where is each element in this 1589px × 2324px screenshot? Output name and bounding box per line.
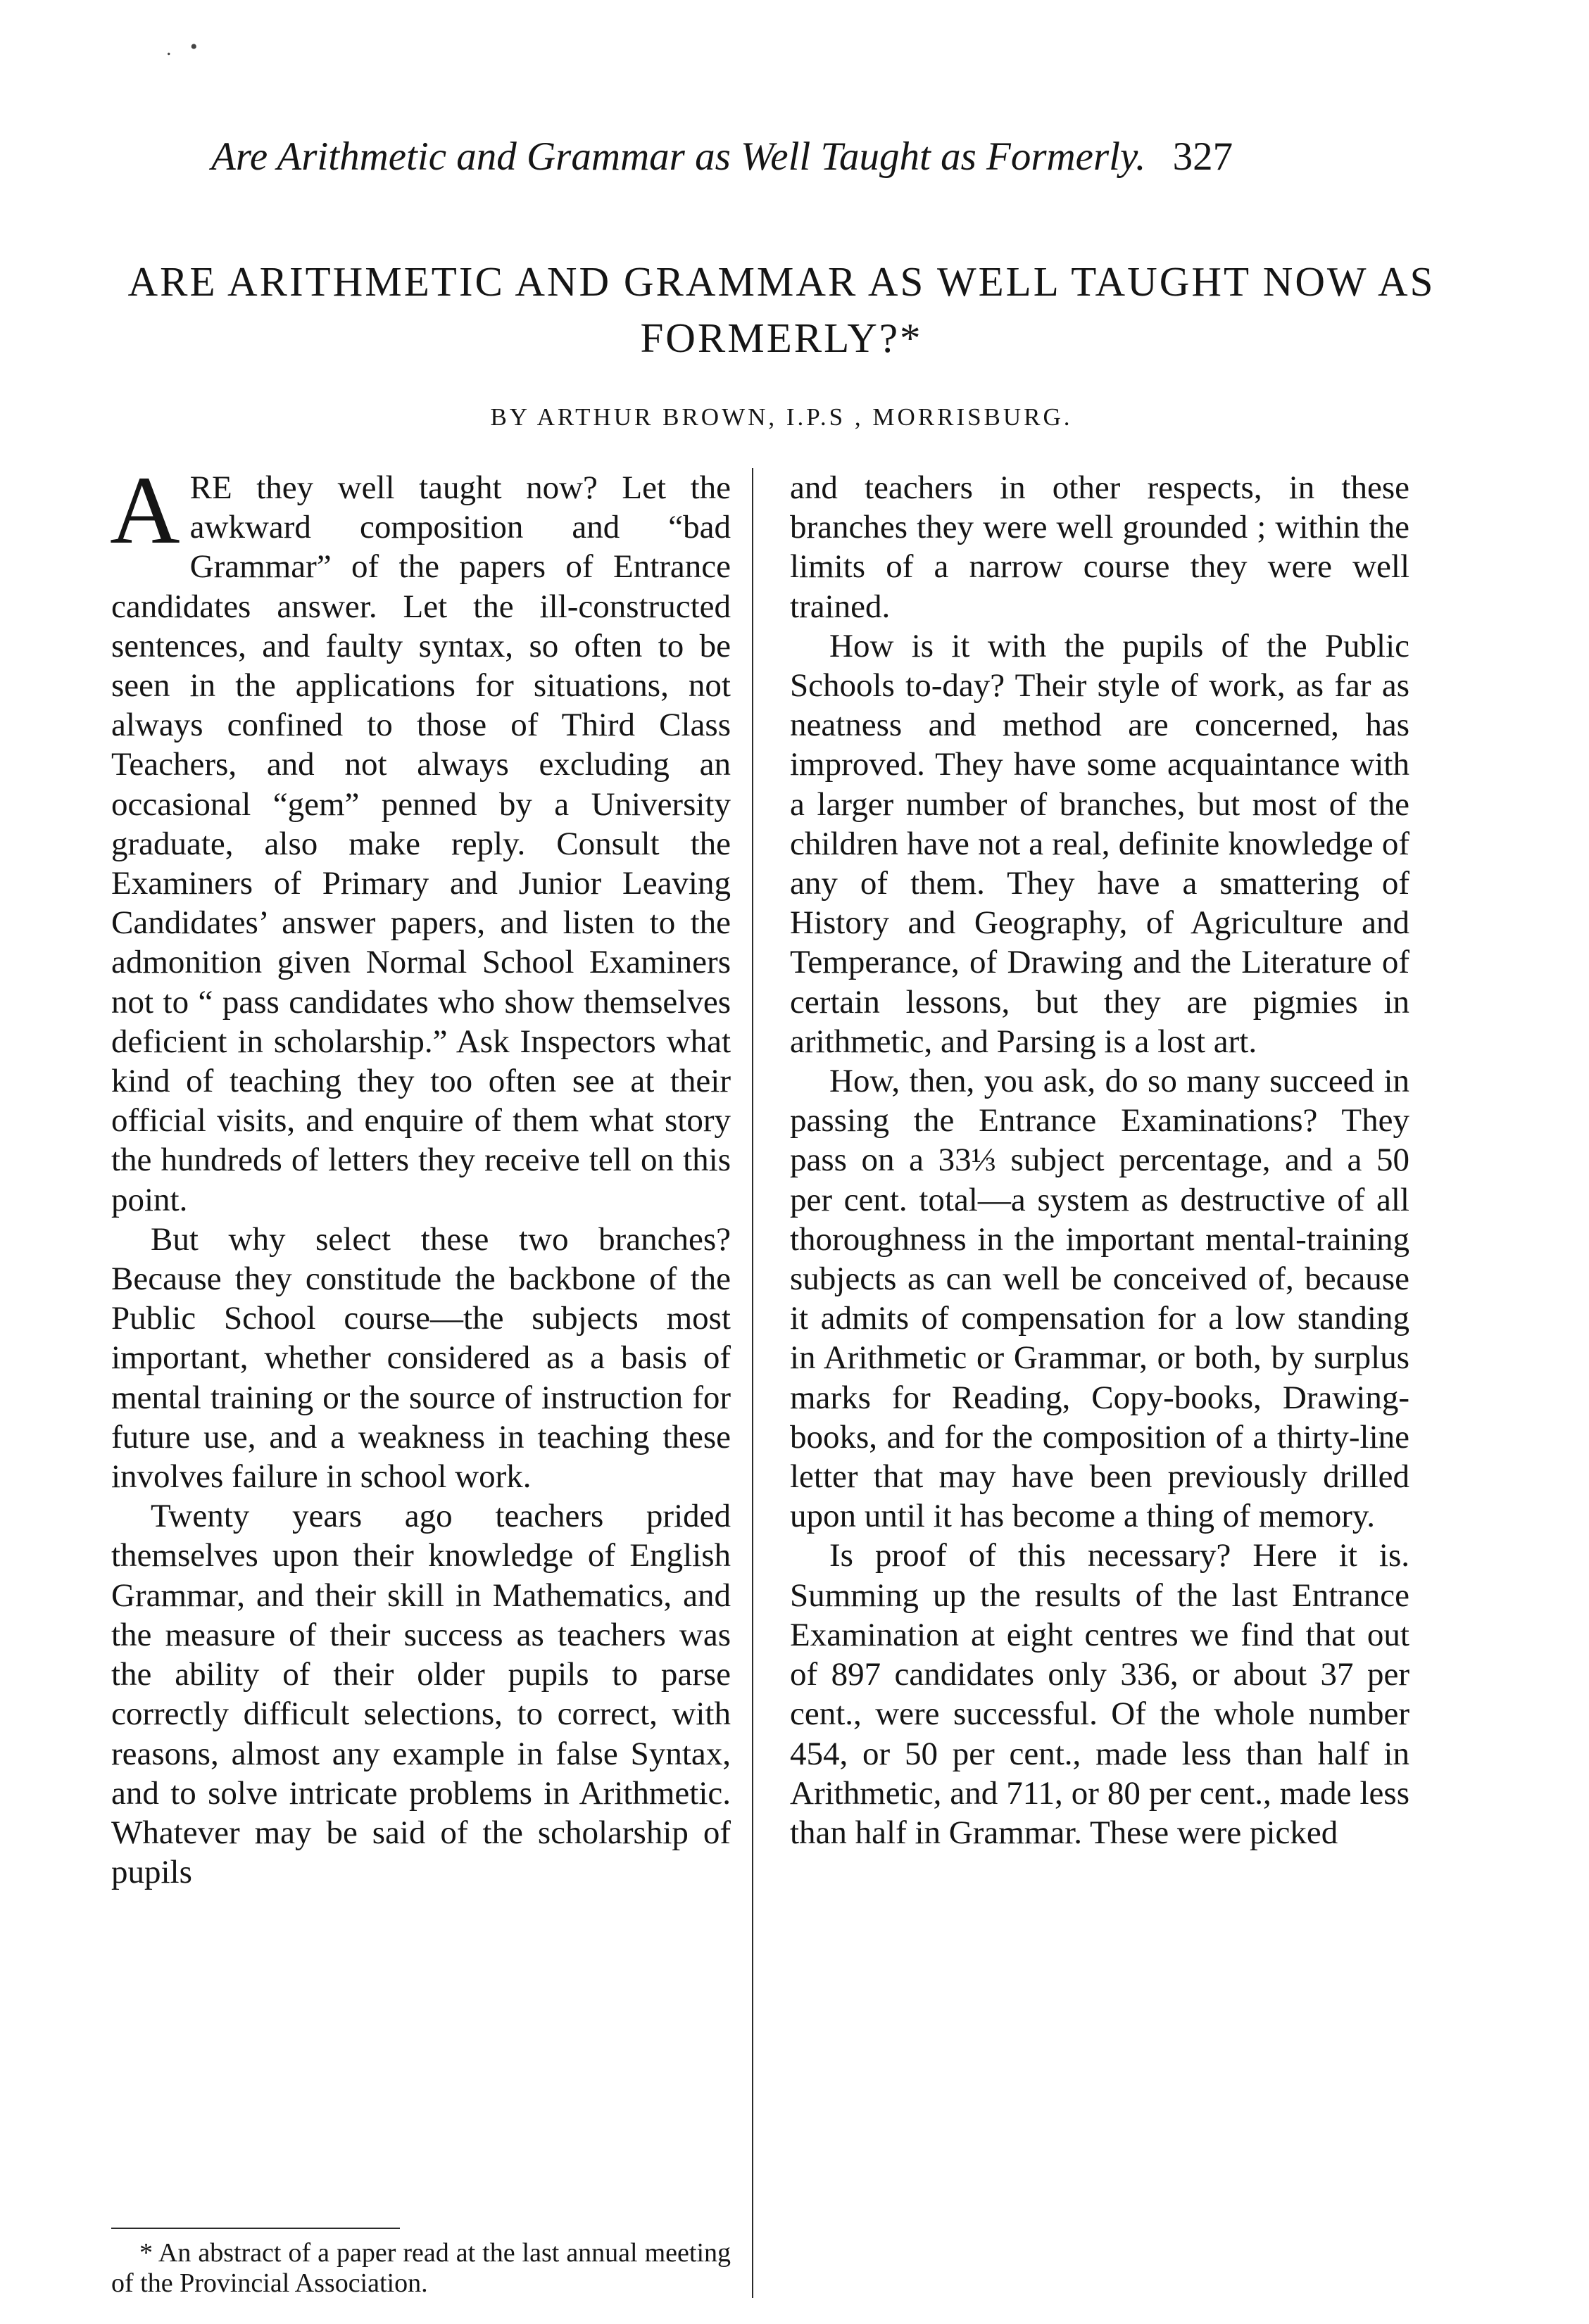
paragraph: How, then, you ask, do so many succeed in passing the Entrance Examinations? They pass on a 33⅓ subject percentage, and a 50 per cent. total—a system as destructive of all thoroughness in the important mental-training subjects as can well be conceived of, because it admits of compensation for a low standing in Arithmetic or Grammar, or both, by surplus marks for Reading, Copy-books, Drawing-books, and for the composition of a thirty-line letter that may have been previously drilled upon until it has become a thing of memory. xyxy=(790,1063,1409,1535)
running-title: Are Arithmetic and Grammar as Well Taught as Formerly. xyxy=(211,134,1146,179)
paragraph: Is proof of this necessary? Here it is. Summing up the results of the last Entrance Examination at eight centres we find that out of 897 candidates only 336, or about 37 per cent., were successful. Of the whole number 454, or 50 per cent., made less than half in Arithmetic, and 711, or 80 per cent., made less than half in Grammar. These were picked xyxy=(790,1537,1409,1851)
running-head xyxy=(211,134,1450,179)
paragraph: But why select these two branches? Because they constitude the backbone of the Public School course—the subjects most important, whether considered as a basis of mental training or the source of instruction for future use, and a weakness in teaching these involves failure in school work. xyxy=(111,1220,731,1496)
paragraph: Twenty years ago teachers prided themselves upon their knowledge of English Grammar, and their skill in Mathematics, and the measure of their success as teachers was the ability of their older pupils to parse correctly difficult selections, to correct, with reasons, almost any example in false Syntax, and to solve intricate problems in Arithmetic. Whatever may be said of the scholarship of pupils xyxy=(111,1498,731,1891)
drop-cap: A xyxy=(110,456,180,564)
paragraph: ARE they well taught now? Let the awkward composition and “bad Grammar” of the papers of Entrance candidates answer. Let the ill-constructed sentences, and faulty syntax, so often to be seen in the applications for situations, not always confined to those of Third Class Teachers, and not always excluding an occasional “gem” penned by a University graduate, also make reply. Consult the Examiners of Primary and Junior Leaving Candidates’ answer papers, and listen to the admonition given Normal School Examiners not to “ pass candidates who show themselves deficient in scholarship.” Ask Inspectors what kind of teaching they too often see at their official visits, and enquire of them what story the hundreds of letters they receive tell on this point. xyxy=(110,456,731,1218)
scan-speck: . xyxy=(166,37,172,60)
article-byline: BY ARTHUR BROWN, I.P.S , MORRISBURG. xyxy=(490,403,1073,431)
right-column xyxy=(790,468,1409,1852)
footnote-rule xyxy=(111,2228,400,2229)
scan-speck: • xyxy=(190,35,198,58)
article-title: ARE ARITHMETIC AND GRAMMAR AS WELL TAUGHT NOW AS FORMERLY?* xyxy=(127,258,1436,361)
column-divider xyxy=(752,468,753,2298)
page-number: 327 xyxy=(1172,134,1233,179)
left-column xyxy=(110,456,731,1892)
paragraph: How is it with the pupils of the Public Schools to-day? Their style of work, as far as neatness and method are concerned, has improved. They have some acquaintance with a larger number of branches, but most of the children have not a real, definite knowledge of any of them. They have a smattering of History and Geography, of Agriculture and Temperance, of Drawing and the Literature of certain lessons, but they are pigmies in arithmetic, and Parsing is a lost art. xyxy=(790,627,1409,1060)
footnote: * An abstract of a paper read at the last annual meeting of the Provincial Association. xyxy=(111,2238,731,2298)
paragraph: and teachers in other respects, in these branches they were well grounded ; within the limits of a narrow course they were well trained. xyxy=(790,469,1409,625)
